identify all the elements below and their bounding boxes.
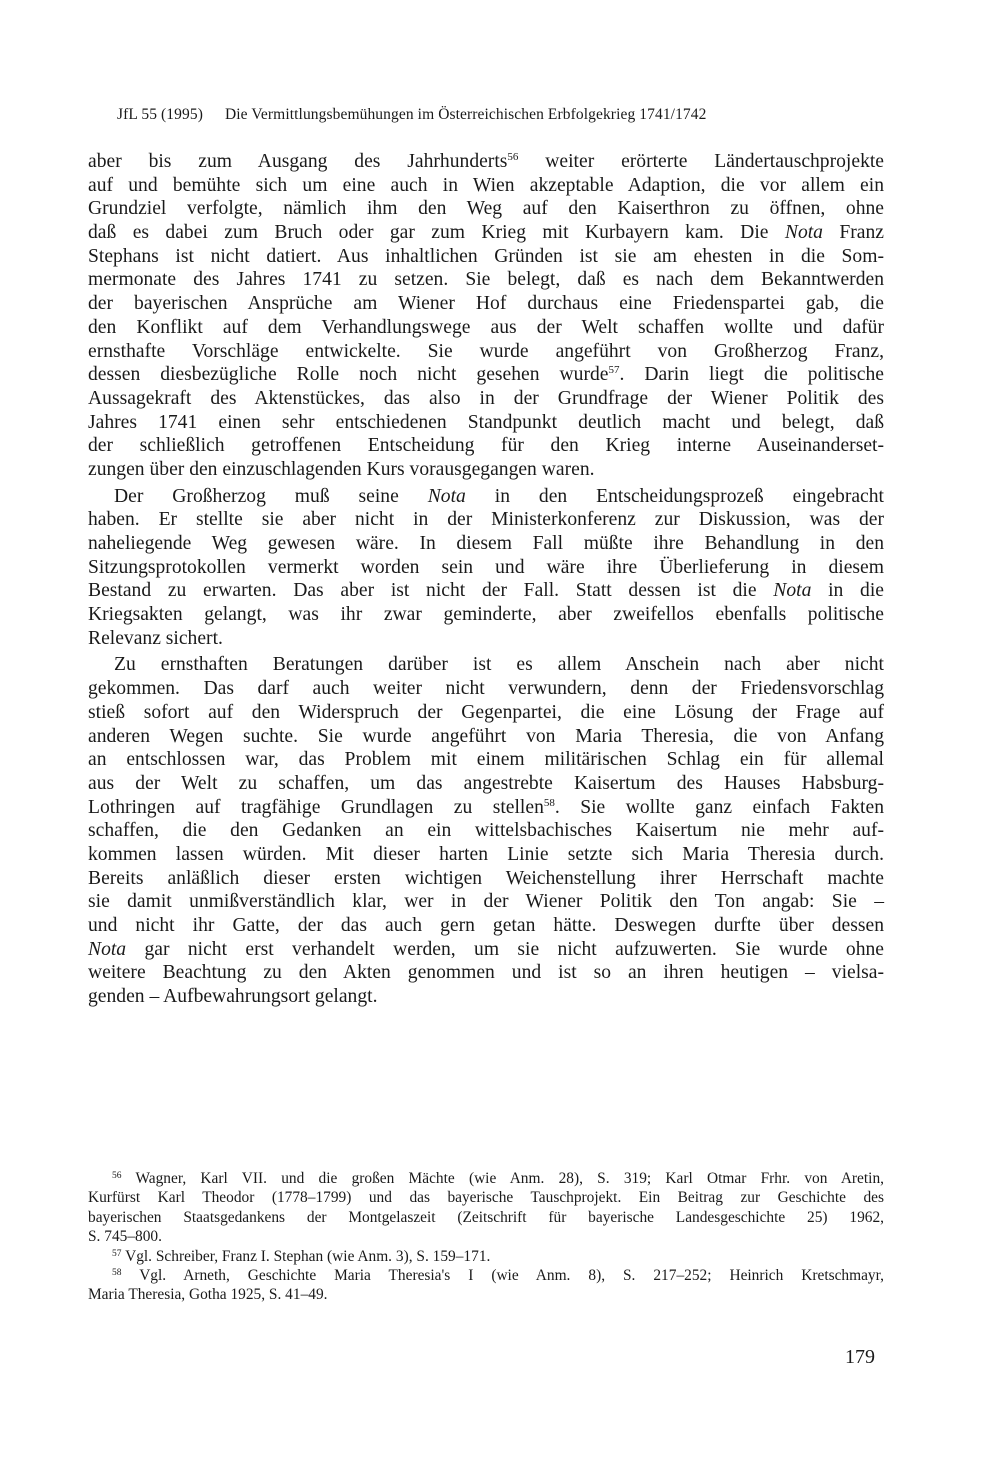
footnote-number: 56 bbox=[112, 1171, 122, 1181]
italic-term: Nota bbox=[427, 485, 466, 507]
footnote-ref-58: 58 bbox=[543, 796, 555, 809]
text-line: den Konflikt auf dem Verhandlungswege aus der Welt schaffen wollte und dafür bbox=[88, 316, 884, 338]
text-line: auf und bemühte sich um eine auch in Wien akzeptable Adaption, die vor allem ein bbox=[88, 174, 884, 196]
text-line: Sitzungsprotokollen vermerkt worden sein und wäre ihre Überlieferung in diesem bbox=[88, 556, 884, 578]
text-line: an entschlossen war, das Problem mit einem militärischen Schlag ein für allemal bbox=[88, 749, 884, 771]
text-line: Lothringen auf tragfähige Grundlagen zu stellen$^{58}$. Sie wollte ganz einfach Fakten bbox=[88, 796, 884, 818]
text-line: zungen über den einzuschlagenden Kurs vorausgegangen waren. bbox=[88, 458, 595, 480]
text-line: Nota gar nicht erst verhandelt werden, um sie nicht aufzuwerten. Sie wurde ohne bbox=[88, 938, 884, 960]
text-line: genden – Aufbewahrungsort gelangt. bbox=[88, 986, 378, 1008]
paragraph-3 bbox=[88, 653, 884, 1008]
text-line: Kriegsakten gelangt, was ihr zwar geminderte, aber zweifellos ebenfalls politische bbox=[88, 604, 884, 626]
text-line: und nicht ihr Gatte, der das auch gern getan hätte. Deswegen durfte über dessen bbox=[88, 915, 884, 936]
text-line: gekommen. Das darf auch weiter nicht verwundern, denn der Friedensvorschlag bbox=[88, 678, 884, 700]
journal-citation: JfL 55 (1995) bbox=[117, 106, 203, 123]
text-line: Bereits anläßlich dieser ersten wichtigen Weichenstellung ihrer Herrschaft machte bbox=[88, 867, 884, 889]
page-number: 179 bbox=[845, 1346, 875, 1368]
text-line: dessen diesbezügliche Rolle noch nicht gesehen wurde$^{57}$. Darin liegt die politische bbox=[88, 364, 884, 386]
running-title: Die Vermittlungsbemühungen im Österreichischen Erbfolgekrieg 1741/1742 bbox=[224, 106, 707, 123]
running-head bbox=[117, 105, 887, 125]
footnote-line: S. 745–800. bbox=[88, 1228, 162, 1246]
footnote-58 bbox=[88, 1266, 884, 1305]
italic-term: Nota bbox=[88, 938, 127, 960]
text-line: weitere Beachtung zu den Akten genommen und ist so an ihren heutigen – vielsa- bbox=[88, 962, 884, 984]
text-line: Jahres 1741 einen sehr entschiedenen Standpunkt deutlich macht und belegt, daß bbox=[88, 411, 884, 433]
main-text bbox=[88, 150, 884, 1009]
text-line: sie damit unmißverständlich klar, wer in der Wiener Politik den Ton angab: Sie – bbox=[88, 891, 884, 913]
text-line: der bayerischen Ansprüche am Wiener Hof durchaus eine Friedenspartei gab, die bbox=[88, 293, 884, 315]
text-line: Relevanz sichert. bbox=[88, 627, 223, 649]
text-line: der schließlich getroffenen Entscheidung für den Krieg interne Auseinanderset- bbox=[88, 435, 884, 457]
footnote-line: $^{56}$ Wagner, Karl VII. und die großen Mächte (wie Anm. 28), S. 319; Karl Otmar Frhr. von Aretin, bbox=[112, 1170, 884, 1187]
text-line: schaffen, die den Gedanken an ein wittelsbachisches Kaisertum nie mehr auf- bbox=[88, 820, 884, 842]
footnote-ref-56: 56 bbox=[507, 151, 519, 163]
footnote-line: bayerischen Staatsgedankens der Montgelaszeit (Zeitschrift für bayerische Landesgeschichte 25) 1962, bbox=[88, 1208, 884, 1226]
text-line: kommen lassen würden. Mit dieser harten Linie setzte sich Maria Theresia durch. bbox=[88, 843, 884, 865]
text-line: anderen Wegen suchte. Sie wurde angeführt von Maria Theresia, die von Anfang bbox=[88, 725, 884, 747]
paragraph-1 bbox=[88, 150, 884, 482]
paragraph-2 bbox=[88, 485, 884, 651]
text-line: stieß sofort auf den Widerspruch der Gegenpartei, die eine Lösung der Frage auf bbox=[88, 701, 884, 723]
footnote-line: $^{57}$ Vgl. Schreiber, Franz I. Stephan (wie Anm. 3), S. 159–171. bbox=[112, 1247, 491, 1265]
footnote-line: Maria Theresia, Gotha 1925, S. 41–49. bbox=[88, 1286, 328, 1304]
text-line: Zu ernsthaften Beratungen darüber ist es allem Anschein nach aber nicht bbox=[114, 654, 884, 676]
text-line: Stephans ist nicht datiert. Aus inhaltlichen Gründen ist sie am ehesten in die Som- bbox=[88, 245, 884, 267]
footnote-57 bbox=[88, 1247, 884, 1266]
footnote-number: 58 bbox=[112, 1267, 122, 1278]
italic-term: Nota bbox=[784, 222, 823, 244]
footnote-56 bbox=[88, 1169, 884, 1247]
text-line: haben. Er stellte sie aber nicht in der Ministerkonferenz zur Diskussion, was der bbox=[88, 509, 884, 531]
text-line: ernsthafte Vorschläge entwickelte. Sie wurde angeführt von Großherzog Franz, bbox=[88, 340, 884, 362]
text-line: Der Großherzog muß seine Nota in den Entscheidungsprozeß eingebracht bbox=[114, 485, 884, 507]
footnotes bbox=[88, 1169, 884, 1305]
text-line: aber bis zum Ausgang des Jahrhunderts$^{56}$ weiter erörterte Ländertauschprojekte bbox=[88, 151, 885, 172]
text-line: Aussagekraft des Aktenstückes, das also in der Grundfrage der Wiener Politik des bbox=[88, 387, 884, 409]
text-line: mermonate des Jahres 1741 zu setzen. Sie belegt, daß es nach dem Bekanntwerden bbox=[88, 269, 884, 291]
text-line: daß es dabei zum Bruch oder gar zum Krieg mit Kurbayern kam. Die Nota Franz bbox=[88, 222, 884, 244]
text-line: Grundziel verfolgte, nämlich ihm den Weg auf den Kaiserthron zu öffnen, ohne bbox=[88, 198, 884, 220]
footnote-line: Kurfürst Karl Theodor (1778–1799) und das bayerische Tauschprojekt. Ein Beitrag zur Geschichte des bbox=[88, 1189, 884, 1207]
italic-term: Nota bbox=[773, 580, 812, 602]
text-line: Bestand zu erwarten. Das aber ist nicht der Fall. Statt dessen ist die Nota in die bbox=[88, 580, 884, 602]
footnote-line: $^{58}$ Vgl. Arneth, Geschichte Maria Theresia's I (wie Anm. 8), S. 217–252; Heinrich Kretschmayr, bbox=[112, 1266, 884, 1284]
text-line: naheliegende Weg gewesen wäre. In diesem Fall müßte ihre Behandlung in den bbox=[88, 533, 884, 554]
footnote-number: 57 bbox=[112, 1248, 122, 1259]
footnote-ref-57: 57 bbox=[608, 364, 620, 377]
text-line: aus der Welt zu schaffen, um das angestrebte Kaisertum des Hauses Habsburg- bbox=[88, 772, 884, 794]
